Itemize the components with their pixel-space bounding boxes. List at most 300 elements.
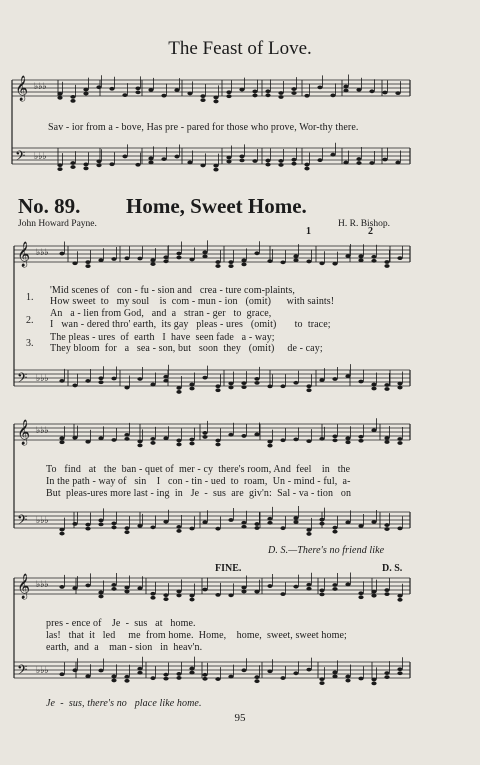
note bbox=[241, 434, 246, 438]
note bbox=[267, 384, 272, 388]
note bbox=[137, 671, 142, 675]
verse-line: The pleas - ures of earth I have seen fade a - way; bbox=[50, 332, 275, 343]
note bbox=[345, 679, 350, 683]
note bbox=[332, 670, 337, 674]
note bbox=[306, 583, 311, 587]
note bbox=[332, 674, 337, 678]
note bbox=[83, 88, 88, 92]
note bbox=[278, 91, 283, 95]
note bbox=[252, 90, 257, 94]
note bbox=[189, 667, 194, 671]
note bbox=[98, 436, 103, 440]
note bbox=[280, 526, 285, 530]
note bbox=[239, 158, 244, 162]
note bbox=[319, 592, 324, 596]
note bbox=[148, 160, 153, 164]
note bbox=[187, 92, 192, 96]
note bbox=[304, 163, 309, 167]
note bbox=[397, 526, 402, 530]
note bbox=[98, 258, 103, 262]
note bbox=[111, 438, 116, 442]
note bbox=[176, 256, 181, 260]
verse-line: earth, and a man - sion in heav'n. bbox=[46, 642, 203, 653]
note bbox=[358, 677, 363, 681]
note bbox=[122, 155, 127, 159]
note bbox=[371, 383, 376, 387]
note bbox=[85, 584, 90, 588]
note bbox=[267, 259, 272, 263]
note bbox=[241, 385, 246, 389]
note bbox=[384, 523, 389, 527]
note bbox=[215, 388, 220, 392]
note bbox=[96, 163, 101, 167]
note bbox=[202, 431, 207, 435]
note bbox=[57, 167, 62, 171]
note bbox=[345, 436, 350, 440]
note bbox=[85, 260, 90, 264]
note bbox=[358, 524, 363, 528]
note bbox=[189, 594, 194, 598]
note bbox=[319, 681, 324, 685]
note bbox=[304, 167, 309, 171]
note bbox=[306, 532, 311, 536]
note bbox=[332, 526, 337, 530]
note bbox=[241, 590, 246, 594]
note bbox=[137, 444, 142, 448]
note bbox=[371, 520, 376, 524]
note bbox=[371, 428, 376, 432]
note bbox=[72, 384, 77, 388]
note bbox=[213, 168, 218, 172]
hymn-author: John Howard Payne. bbox=[18, 219, 97, 229]
note bbox=[111, 583, 116, 587]
note bbox=[98, 380, 103, 384]
note bbox=[226, 94, 231, 98]
hymn-number: No. 89. bbox=[18, 194, 81, 218]
note bbox=[137, 586, 142, 590]
note bbox=[72, 522, 77, 526]
verse-line: pres - ence of Je - sus at home. bbox=[46, 618, 196, 629]
note bbox=[96, 159, 101, 163]
clef: 𝄢 bbox=[17, 662, 28, 681]
ds-note: D. S.—There's no friend like bbox=[268, 545, 385, 556]
note bbox=[176, 594, 181, 598]
note bbox=[382, 158, 387, 162]
note bbox=[111, 257, 116, 261]
note bbox=[98, 376, 103, 380]
verse-number: 2. bbox=[26, 315, 34, 326]
note bbox=[137, 257, 142, 261]
note bbox=[111, 526, 116, 530]
first-ending-label: 1 bbox=[306, 226, 311, 237]
note bbox=[200, 164, 205, 168]
note bbox=[135, 86, 140, 90]
note bbox=[267, 669, 272, 673]
note bbox=[213, 96, 218, 100]
note bbox=[200, 94, 205, 98]
note bbox=[83, 162, 88, 166]
note bbox=[70, 161, 75, 165]
verse-line: An a - lien from God, and a stran - ger to grace, bbox=[50, 308, 272, 319]
note bbox=[176, 386, 181, 390]
note bbox=[293, 381, 298, 385]
note bbox=[332, 377, 337, 381]
note bbox=[358, 439, 363, 443]
note bbox=[59, 585, 64, 589]
hymn-title: Home, Sweet Home. bbox=[126, 194, 307, 218]
note bbox=[202, 520, 207, 524]
fine-label: FINE. bbox=[215, 563, 242, 574]
note bbox=[163, 379, 168, 383]
note bbox=[59, 379, 64, 383]
note bbox=[215, 439, 220, 443]
note bbox=[189, 442, 194, 446]
note bbox=[306, 528, 311, 532]
note bbox=[317, 158, 322, 162]
note bbox=[215, 527, 220, 531]
note bbox=[384, 588, 389, 592]
note bbox=[124, 526, 129, 530]
note bbox=[241, 525, 246, 529]
note bbox=[150, 383, 155, 387]
note bbox=[124, 586, 129, 590]
note bbox=[202, 588, 207, 592]
key-signature: ♭♭♭ bbox=[36, 426, 49, 436]
note bbox=[57, 163, 62, 167]
verse-line: But pleas-ures more last - ing in Je - sus are giv'n: Sal - va - tion on bbox=[46, 488, 352, 499]
refrain-line: Je - sus, there's no place like home. bbox=[46, 698, 202, 709]
note bbox=[161, 157, 166, 161]
note bbox=[265, 89, 270, 93]
note bbox=[254, 679, 259, 683]
note bbox=[293, 671, 298, 675]
note bbox=[358, 435, 363, 439]
note bbox=[150, 441, 155, 445]
note bbox=[254, 526, 259, 530]
note bbox=[319, 677, 324, 681]
note bbox=[163, 255, 168, 259]
note bbox=[254, 675, 259, 679]
note bbox=[356, 88, 361, 92]
note bbox=[306, 260, 311, 264]
note bbox=[176, 590, 181, 594]
key-signature: ♭♭♭ bbox=[34, 152, 47, 162]
note bbox=[371, 387, 376, 391]
note bbox=[189, 258, 194, 262]
note bbox=[397, 386, 402, 390]
note bbox=[124, 590, 129, 594]
note bbox=[319, 437, 324, 441]
note bbox=[59, 532, 64, 536]
note bbox=[252, 94, 257, 98]
note bbox=[135, 90, 140, 94]
note bbox=[293, 254, 298, 258]
clef: 𝄞 bbox=[17, 242, 31, 267]
note bbox=[332, 587, 337, 591]
note bbox=[369, 161, 374, 165]
note bbox=[371, 682, 376, 686]
note bbox=[215, 593, 220, 597]
note bbox=[215, 260, 220, 264]
note bbox=[241, 586, 246, 590]
note bbox=[306, 587, 311, 591]
note bbox=[397, 437, 402, 441]
verse-line: To find at the ban - quet of mer - cy there's room, And feel in the bbox=[46, 464, 351, 475]
note bbox=[59, 528, 64, 532]
note bbox=[332, 262, 337, 266]
note bbox=[332, 434, 337, 438]
note bbox=[228, 260, 233, 264]
note bbox=[384, 264, 389, 268]
note bbox=[202, 677, 207, 681]
note bbox=[189, 527, 194, 531]
note bbox=[72, 261, 77, 265]
note bbox=[330, 153, 335, 157]
note bbox=[267, 444, 272, 448]
note bbox=[150, 262, 155, 266]
note bbox=[228, 382, 233, 386]
note bbox=[70, 95, 75, 99]
note bbox=[371, 590, 376, 594]
note bbox=[228, 518, 233, 522]
page-number: 95 bbox=[234, 712, 246, 724]
note bbox=[150, 676, 155, 680]
note bbox=[176, 390, 181, 394]
top-hymn-lyric: Sav - ior from a - bove, Has pre - pared for those who prove, Wor-thy there. bbox=[48, 122, 359, 133]
key-signature: ♭♭♭ bbox=[36, 580, 49, 590]
note bbox=[291, 87, 296, 91]
note bbox=[293, 258, 298, 262]
note bbox=[109, 87, 114, 91]
note bbox=[345, 583, 350, 587]
note bbox=[189, 438, 194, 442]
clef: 𝄢 bbox=[17, 512, 28, 531]
note bbox=[85, 440, 90, 444]
note bbox=[254, 251, 259, 255]
note bbox=[332, 530, 337, 534]
note bbox=[278, 95, 283, 99]
note bbox=[163, 520, 168, 524]
note bbox=[187, 161, 192, 165]
note bbox=[345, 675, 350, 679]
note bbox=[382, 91, 387, 95]
note bbox=[124, 256, 129, 260]
note bbox=[384, 527, 389, 531]
note bbox=[384, 260, 389, 264]
note bbox=[371, 594, 376, 598]
note bbox=[280, 260, 285, 264]
note bbox=[59, 440, 64, 444]
note bbox=[226, 90, 231, 94]
note bbox=[109, 162, 114, 166]
note bbox=[111, 675, 116, 679]
note bbox=[228, 264, 233, 268]
note bbox=[254, 433, 259, 437]
note bbox=[150, 258, 155, 262]
note bbox=[176, 252, 181, 256]
treble-staff bbox=[12, 80, 410, 96]
note bbox=[267, 440, 272, 444]
note bbox=[70, 165, 75, 169]
note bbox=[306, 388, 311, 392]
note bbox=[163, 375, 168, 379]
note bbox=[254, 377, 259, 381]
note bbox=[72, 586, 77, 590]
note bbox=[397, 667, 402, 671]
note bbox=[176, 676, 181, 680]
note bbox=[397, 256, 402, 260]
note bbox=[293, 585, 298, 589]
note bbox=[124, 386, 129, 390]
key-signature: ♭♭♭ bbox=[36, 666, 49, 676]
note bbox=[319, 522, 324, 526]
note bbox=[59, 672, 64, 676]
note bbox=[176, 529, 181, 533]
note bbox=[163, 597, 168, 601]
note bbox=[291, 91, 296, 95]
note bbox=[395, 161, 400, 165]
note bbox=[202, 376, 207, 380]
note bbox=[384, 675, 389, 679]
note bbox=[189, 383, 194, 387]
note bbox=[96, 85, 101, 89]
note bbox=[59, 436, 64, 440]
note bbox=[226, 160, 231, 164]
note bbox=[150, 525, 155, 529]
note bbox=[176, 672, 181, 676]
note bbox=[228, 593, 233, 597]
note bbox=[228, 675, 233, 679]
note bbox=[163, 593, 168, 597]
note bbox=[137, 667, 142, 671]
note bbox=[332, 438, 337, 442]
note bbox=[265, 159, 270, 163]
note bbox=[83, 166, 88, 170]
note bbox=[239, 88, 244, 92]
note bbox=[137, 524, 142, 528]
verse-number: 1. bbox=[26, 292, 34, 303]
note bbox=[189, 598, 194, 602]
note bbox=[280, 676, 285, 680]
note bbox=[83, 92, 88, 96]
note bbox=[278, 163, 283, 167]
key-signature: ♭♭♭ bbox=[36, 248, 49, 258]
note bbox=[254, 381, 259, 385]
clef: 𝄞 bbox=[17, 574, 31, 599]
note bbox=[176, 525, 181, 529]
note bbox=[241, 258, 246, 262]
note bbox=[358, 254, 363, 258]
note bbox=[356, 157, 361, 161]
note bbox=[317, 86, 322, 90]
note bbox=[98, 591, 103, 595]
note bbox=[228, 433, 233, 437]
note bbox=[124, 675, 129, 679]
note bbox=[252, 159, 257, 163]
note bbox=[150, 596, 155, 600]
note bbox=[241, 521, 246, 525]
note bbox=[371, 259, 376, 263]
note bbox=[98, 669, 103, 673]
note bbox=[189, 671, 194, 675]
note bbox=[124, 679, 129, 683]
note bbox=[265, 93, 270, 97]
note bbox=[267, 521, 272, 525]
note bbox=[280, 384, 285, 388]
note bbox=[397, 441, 402, 445]
note bbox=[111, 377, 116, 381]
note bbox=[319, 588, 324, 592]
note bbox=[70, 99, 75, 103]
note bbox=[85, 523, 90, 527]
note bbox=[343, 85, 348, 89]
note bbox=[241, 262, 246, 266]
note bbox=[163, 436, 168, 440]
note bbox=[85, 674, 90, 678]
note bbox=[345, 440, 350, 444]
note bbox=[111, 587, 116, 591]
note bbox=[59, 252, 64, 256]
note bbox=[384, 387, 389, 391]
note bbox=[280, 592, 285, 596]
note bbox=[319, 378, 324, 382]
note bbox=[200, 98, 205, 102]
note bbox=[150, 592, 155, 596]
note bbox=[343, 89, 348, 93]
note bbox=[202, 250, 207, 254]
note bbox=[241, 668, 246, 672]
key-signature: ♭♭♭ bbox=[36, 374, 49, 384]
key-signature: ♭♭♭ bbox=[34, 82, 47, 92]
note bbox=[384, 383, 389, 387]
note bbox=[358, 591, 363, 595]
note bbox=[371, 678, 376, 682]
note bbox=[241, 381, 246, 385]
note bbox=[293, 516, 298, 520]
note bbox=[345, 374, 350, 378]
note bbox=[111, 679, 116, 683]
note bbox=[332, 583, 337, 587]
note bbox=[319, 261, 324, 265]
note bbox=[57, 92, 62, 96]
note bbox=[215, 264, 220, 268]
note bbox=[267, 517, 272, 521]
verse-line: They bloom for a sea - son, but soon they (omit) de - cay; bbox=[50, 343, 323, 354]
key-signature: ♭♭♭ bbox=[36, 516, 49, 526]
note bbox=[397, 598, 402, 602]
note bbox=[226, 156, 231, 160]
note bbox=[254, 522, 259, 526]
note bbox=[174, 88, 179, 92]
note bbox=[148, 156, 153, 160]
top-hymn-title: The Feast of Love. bbox=[168, 38, 312, 59]
note bbox=[98, 522, 103, 526]
note bbox=[306, 668, 311, 672]
note bbox=[267, 584, 272, 588]
note bbox=[98, 595, 103, 599]
note bbox=[358, 380, 363, 384]
note bbox=[291, 162, 296, 166]
note bbox=[202, 254, 207, 258]
note bbox=[137, 440, 142, 444]
note bbox=[358, 595, 363, 599]
verse-line: I wan - dered thro' earth, its gay pleas - ures (omit) to trace; bbox=[50, 319, 331, 330]
note bbox=[293, 438, 298, 442]
note bbox=[304, 94, 309, 98]
ds-label: D. S. bbox=[382, 563, 403, 574]
note bbox=[343, 161, 348, 165]
note bbox=[384, 436, 389, 440]
